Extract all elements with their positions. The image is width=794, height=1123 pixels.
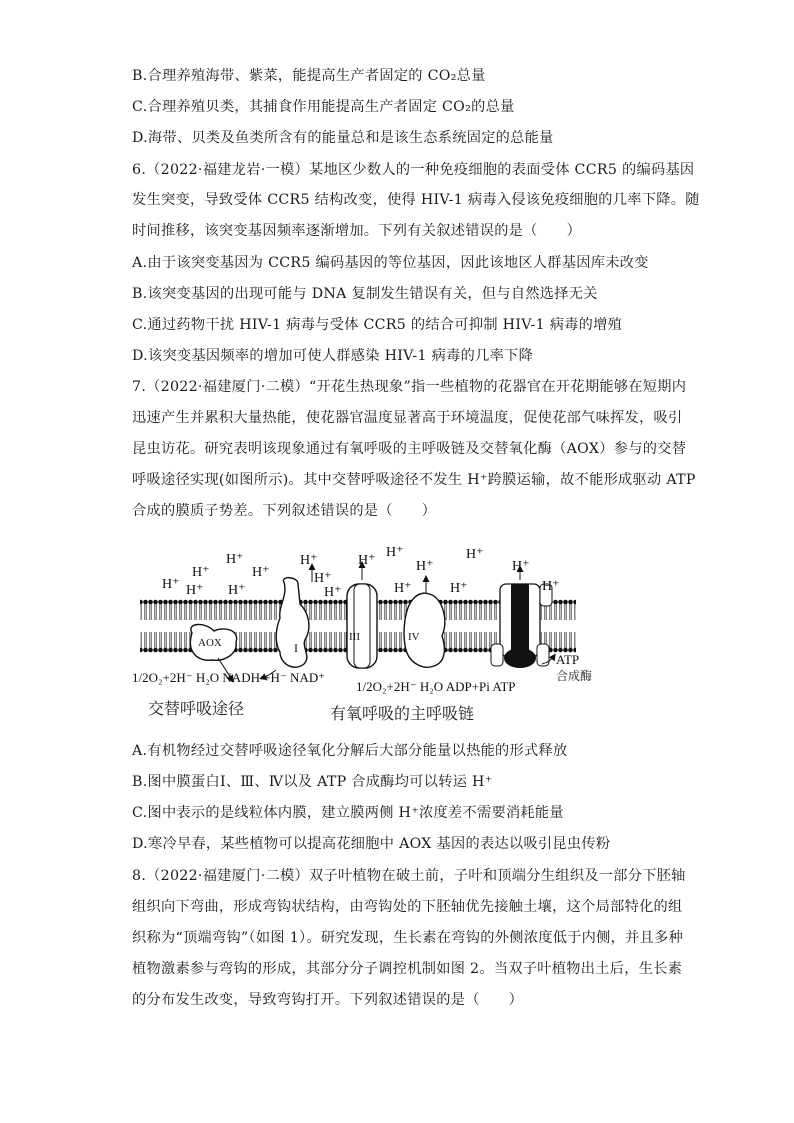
q6-stem-line-3: 时间推移，该突变基因频率逐渐增加。下列有关叙述错误的是（ ）: [132, 223, 582, 239]
respiration-chain-figure: [128, 538, 593, 730]
h-plus-label: H⁺: [450, 581, 468, 596]
synthase-label: 合成酶: [556, 669, 593, 683]
h-plus-label: H⁺: [252, 565, 270, 580]
atp-side-label: ATP: [556, 652, 580, 667]
q6-option-a: A.由于该突变基因为 CCR5 编码基因的等位基因，因此该地区人群基因库未改变: [132, 255, 649, 271]
q5-option-d: D.海带、贝类及鱼类所含有的能量总和是该生态系统固定的总能量: [132, 130, 554, 146]
q5-option-c: C.合理养殖贝类，其捕食作用能提高生产者固定 CO₂的总量: [132, 99, 515, 115]
complex-i-protein: [276, 578, 309, 667]
q5-option-b: B.合理养殖海带、紫菜，能提高生产者固定的 CO₂总量: [132, 68, 486, 84]
q7-option-d: D.寒冷早春，某些植物可以提高花细胞中 AOX 基因的表达以吸引昆虫传粉: [132, 836, 611, 852]
h-plus-label: H⁺: [512, 559, 530, 574]
h-plus-label: H⁺: [416, 559, 434, 574]
q7-option-a: A.有机物经过交替呼吸途径氧化分解后大部分能量以热能的形式释放: [132, 743, 568, 759]
right-reaction-text: 1/2O₂+2H⁻ H₂O ADP+Pi ATP: [356, 679, 516, 694]
h-plus-label: H⁺: [542, 579, 560, 594]
h-plus-label: H⁺: [324, 585, 342, 600]
q8-stem-line-3: 织称为“顶端弯钩”（如图 1）。研究发现，生长素在弯钩的外侧浓度低于内侧，并且多种: [132, 930, 684, 946]
left-reaction-text: 1/2O₂+2H⁻ H₂O NADH +H⁻ NAD⁺: [132, 670, 326, 685]
h-plus-label: H⁺: [466, 547, 484, 562]
q6-option-d: D.该突变基因频率的增加可使人群感染 HIV-1 病毒的几率下降: [132, 348, 534, 364]
q6-option-b: B.该突变基因的出现可能与 DNA 复制发生错误有关，但与自然选择无关: [132, 286, 598, 302]
q8-stem-line-2: 组织向下弯曲，形成弯钩状结构，由弯钩处的下胚轴优先接触土壤，这个局部特化的组: [132, 899, 683, 915]
h-plus-label: H⁺: [228, 583, 246, 598]
h-plus-label: H⁺: [226, 552, 244, 567]
q6-stem-line-2: 发生突变，导致受体 CCR5 结构改变，使得 HIV-1 病毒入侵该免疫细胞的几率下降。随: [132, 192, 700, 208]
q8-stem-line-4: 植物激素参与弯钩的形成，其部分分子调控机制如图 2。当双子叶植物出土后，生长素: [132, 961, 683, 977]
q7-stem-line-4: 呼吸途径实现(如图所示)。其中交替呼吸途径不发生 H⁺跨膜运输，故不能形成驱动 ATP: [132, 472, 696, 488]
caption-alternative-pathway: 交替呼吸途径: [148, 699, 245, 718]
complex-iii-label: III: [349, 631, 360, 643]
q7-option-c: C.图中表示的是线粒体内膜，建立膜两侧 H⁺浓度差不需要消耗能量: [132, 805, 564, 821]
q6-stem-line-1: 6.（2022·福建龙岩·一模）某地区少数人的一种免疫细胞的表面受体 CCR5 的编码基因: [132, 162, 695, 178]
q8-stem-line-1: 8.（2022·福建厦门·二模）双子叶植物在破土前，子叶和顶端分生组织及一部分下胚轴: [132, 868, 686, 884]
aox-label: AOX: [198, 637, 222, 649]
h-plus-label: H⁺: [358, 553, 376, 568]
complex-iii-protein: [347, 584, 377, 668]
h-plus-label: H⁺: [394, 581, 412, 596]
complex-iv-label: IV: [408, 631, 420, 643]
h-plus-label: H⁺: [186, 583, 204, 598]
h-plus-label: H⁺: [386, 545, 404, 560]
q7-option-b: B.图中膜蛋白Ⅰ、Ⅲ、Ⅳ以及 ATP 合成酶均可以转运 H⁺: [132, 774, 493, 790]
complex-i-label: I: [294, 641, 298, 655]
caption-main-chain: 有氧呼吸的主呼吸链: [330, 704, 475, 723]
h-plus-label: H⁺: [192, 565, 210, 580]
q8-stem-line-5: 的分布发生改变，导致弯钩打开。下列叙述错误的是（ ）: [132, 992, 524, 1008]
q7-stem-line-1: 7.（2022·福建厦门·二模）“开花生热现象”指一些植物的花器官在开花期能够在短期内: [132, 379, 687, 395]
h-plus-label: H⁺: [162, 577, 180, 592]
q7-stem-line-3: 昆虫访花。研究表明该现象通过有氧呼吸的主呼吸链及交替氧化酶（AOX）参与的交替: [132, 441, 687, 457]
h-plus-label: H⁺: [314, 571, 332, 586]
h-plus-label: H⁺: [300, 553, 318, 568]
q7-stem-line-2: 迅速产生并累积大量热能，使花器官温度显著高于环境温度，促使花部气味挥发，吸引: [132, 410, 683, 426]
q7-stem-line-5: 合成的膜质子势差。下列叙述错误的是（ ）: [132, 503, 437, 519]
q6-option-c: C.通过药物干扰 HIV-1 病毒与受体 CCR5 的结合可抑制 HIV-1 病毒的增殖: [132, 317, 623, 333]
